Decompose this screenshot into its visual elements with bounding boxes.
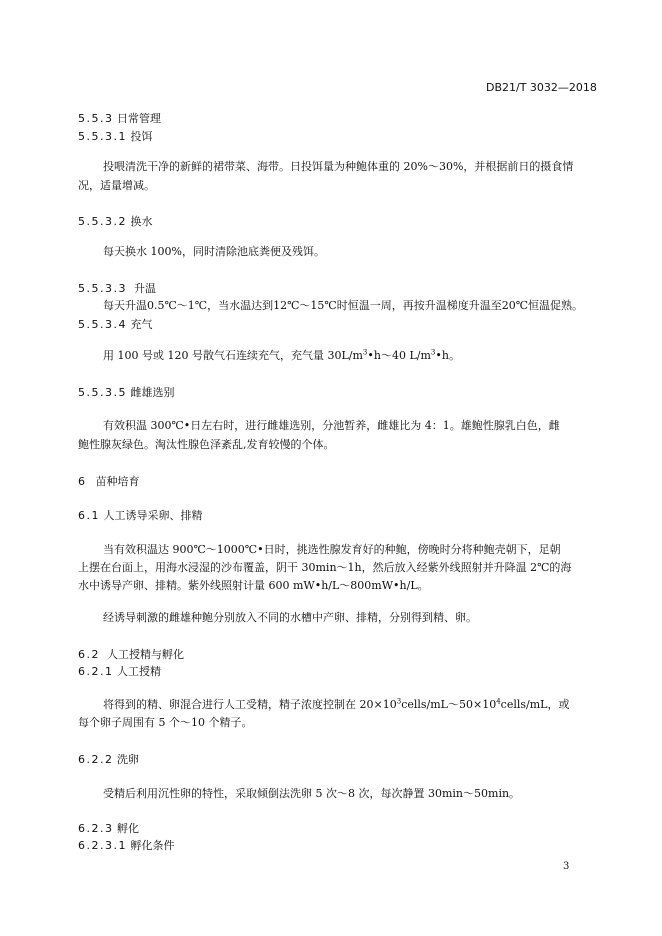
heading-6-2-2: 6.2.2 洗卵: [78, 753, 139, 766]
page-number: 3: [563, 861, 570, 872]
paragraph-fertilization-line1: 将得到的精、卵混合进行人工受精，精子浓度控制在 $20\times 10^3cells/mL\sim 50\times 10^4cells/mL$，或: [103, 697, 570, 711]
paragraph-water-change: 每天换水 100%，同时清除池底粪便及残饵。: [103, 245, 325, 258]
paragraph-heating: 每天升温0.5℃～1℃，当水温达到12℃～15℃时恒温一周，再按升温梯度升温至20℃恒温促熟。: [103, 299, 584, 312]
heading-5-5-3-4: 5.5.3.4 充气: [78, 318, 153, 331]
heading-6-2-3: 6.2.3 孵化: [78, 822, 139, 835]
heading-5-5-3: 5.5.3 日常管理: [78, 112, 161, 125]
heading-5-5-3-3: 5.5.3.3 升温: [78, 282, 156, 295]
document-code: DB21/T 3032—2018: [486, 81, 597, 94]
paragraph-spawning-line3: 水中诱导产卵、排精。紫外线照射计量 600 mW•h/L～800mW•h/L。: [78, 579, 429, 592]
paragraph-egg-washing: 受精后利用沉性卵的特性，采取倾倒法洗卵 5 次～8 次，每次静置 30min～50min。: [103, 787, 521, 800]
paragraph-induction: 经诱导刺激的雌雄种鲍分别放入不同的水槽中产卵、排精，分别得到精、卵。: [103, 611, 477, 624]
heading-5-5-3-5: 5.5.3.5 雌雄选别: [78, 386, 175, 399]
heading-5-5-3-1: 5.5.3.1 投饵: [78, 130, 153, 143]
heading-6-1: 6.1 人工诱导采卵、排精: [78, 509, 203, 522]
paragraph-spawning-line1: 当有效积温达 900℃～1000℃•日时，挑选性腺发育好的种鲍，傍晚时分将种鲍壳朝下，足朝: [103, 543, 561, 556]
paragraph-aeration: 用 100 号或 120 号散气石连续充气，充气量 $30L/m^3•h\sim 40$ $L/m^3•h$。: [103, 348, 460, 362]
paragraph-feeding-line1: 投喂清洗干净的新鲜的裙带菜、海带。日投饵量为种鲍体重的 20%～30%，并根据前日的摄食情: [103, 160, 574, 173]
heading-5-5-3-2: 5.5.3.2 换水: [78, 215, 153, 228]
heading-6-2-1: 6.2.1 人工授精: [78, 665, 161, 678]
paragraph-sex-sorting-line2: 鲍性腺灰绿色。淘汰性腺色泽紊乱,发育较慢的个体。: [78, 438, 335, 451]
paragraph-fertilization-line2: 每个卵子周围有 5 个～10 个精子。: [78, 716, 253, 729]
heading-6: 6 苗种培育: [78, 475, 140, 488]
heading-6-2-3-1: 6.2.3.1 孵化条件: [78, 839, 175, 852]
paragraph-feeding-line2: 况，适量增减。: [78, 179, 155, 192]
heading-6-2: 6.2 人工授精与孵化: [78, 648, 184, 661]
paragraph-sex-sorting-line1: 有效积温 300℃•日左右时，进行雌雄选别，分池暂养，雌雄比为 4：1。雄鲍性腺乳白色，雌: [103, 419, 560, 432]
paragraph-spawning-line2: 上摆在台面上，用海水浸湿的沙布覆盖，阴干 30min～1h，然后放入经紫外线照射并升降温 2℃的海: [78, 561, 572, 574]
